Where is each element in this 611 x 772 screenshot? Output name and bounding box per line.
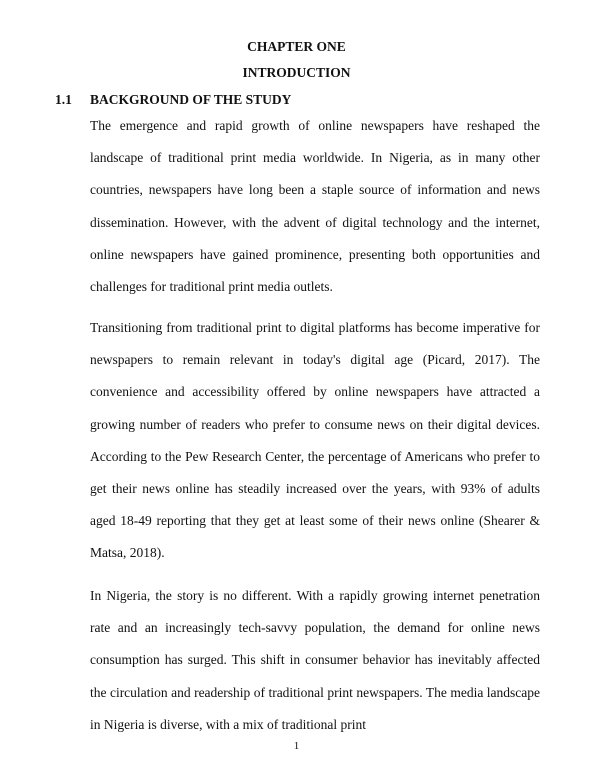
body-paragraph-3: In Nigeria, the story is no different. With a rapidly growing internet penetration rate and an increasingly tech-savvy population, the demand for online news consumption has surged. This shift in consumer behavior has inevitably affected the circulation and readership of traditional print newspapers. The media landscape in Nigeria is diverse, with a mix of traditional print <box>90 588 540 732</box>
section-title: BACKGROUND OF THE STUDY <box>90 92 292 107</box>
chapter-subtitle: INTRODUCTION <box>242 65 351 80</box>
page-number: 1 <box>293 740 300 752</box>
chapter-title: CHAPTER ONE <box>247 39 346 54</box>
body-paragraph-2: Transitioning from traditional print to digital platforms has become imperative for newspapers to remain relevant in today's digital age (Picard, 2017). The convenience and accessibility offered by online newspapers have attracted a growing number of readers who prefer to consume news on their digital devices. According to the Pew Research Center, the percentage of Americans who prefer to get their news online has steadily increased over the years, with 93% of adults aged 18-49 reporting that they get at least some of their news online (Shearer & Matsa, 2018). <box>90 320 540 561</box>
body-paragraph-1: The emergence and rapid growth of online newspapers have reshaped the landscape of traditional print media worldwide. In Nigeria, as in many other countries, newspapers have long been a staple source of information and news dissemination. However, with the advent of digital technology and the internet, online newspapers have gained prominence, presenting both opportunities and challenges for traditional print media outlets. <box>90 118 540 295</box>
section-number: 1.1 <box>55 92 72 107</box>
